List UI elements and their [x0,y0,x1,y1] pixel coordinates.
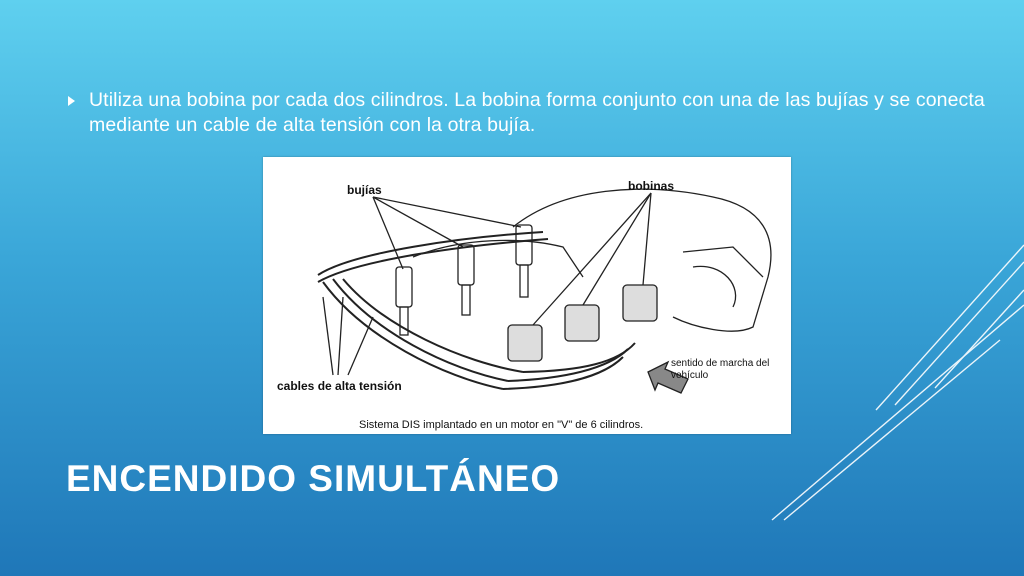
bullet-item [68,88,988,138]
label-bujias: bujías [347,183,382,197]
dis-ignition-diagram [263,157,791,434]
bullet-text: Utiliza una bobina por cada dos cilindros. La bobina forma conjunto con una de las bujías y se conecta mediante un cable de alta tensión con la otra bujía. [89,89,985,136]
label-sentido: sentido de marcha del vehículo [671,358,770,381]
slide-title: ENCENDIDO SIMULTÁNEO [66,458,561,499]
triangle-right-icon [68,96,75,106]
label-cables: cables de alta tensión [277,379,402,393]
label-bobinas: bobinas [628,179,675,193]
figure-caption: Sistema DIS implantado en un motor en "V" de 6 cilindros. [359,419,644,431]
